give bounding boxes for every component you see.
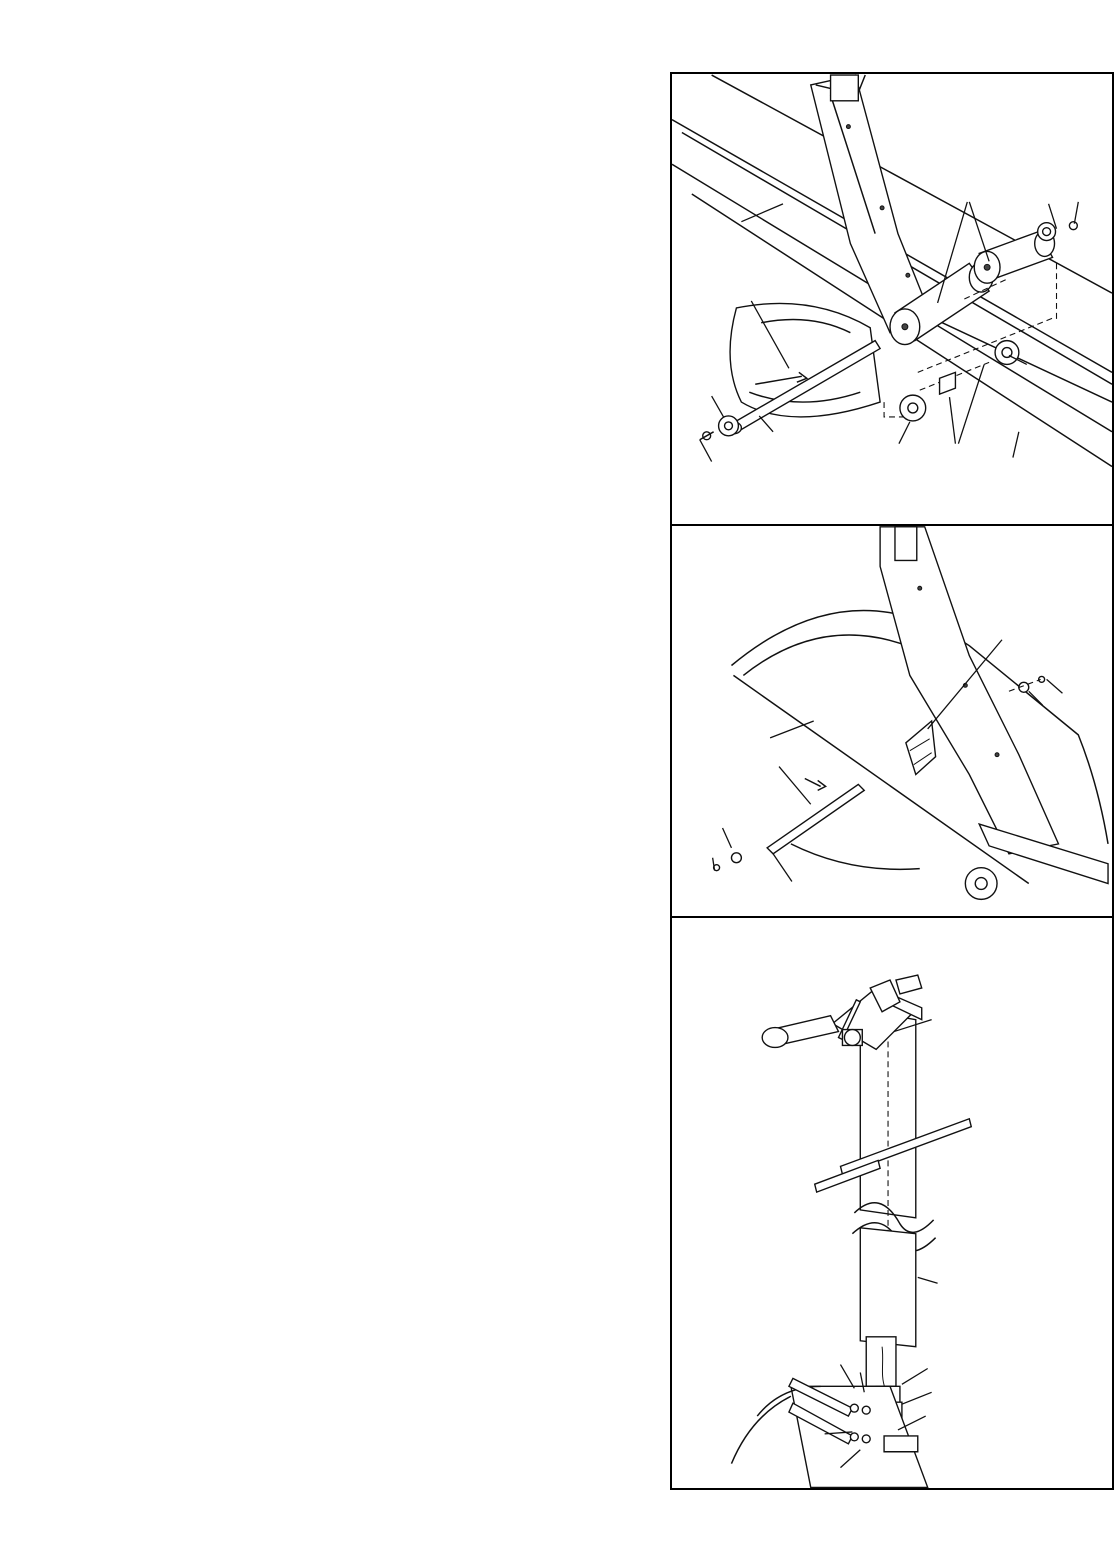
assembly-step-1-drawing [672, 74, 1112, 524]
assembly-step-2-panel [672, 526, 1112, 918]
figure-column [670, 72, 1114, 1490]
assembly-step-2-drawing [672, 526, 1112, 916]
assembly-step-1-panel [672, 74, 1112, 526]
assembly-step-3-drawing [672, 918, 1112, 1490]
assembly-step-3-panel [672, 918, 1112, 1490]
